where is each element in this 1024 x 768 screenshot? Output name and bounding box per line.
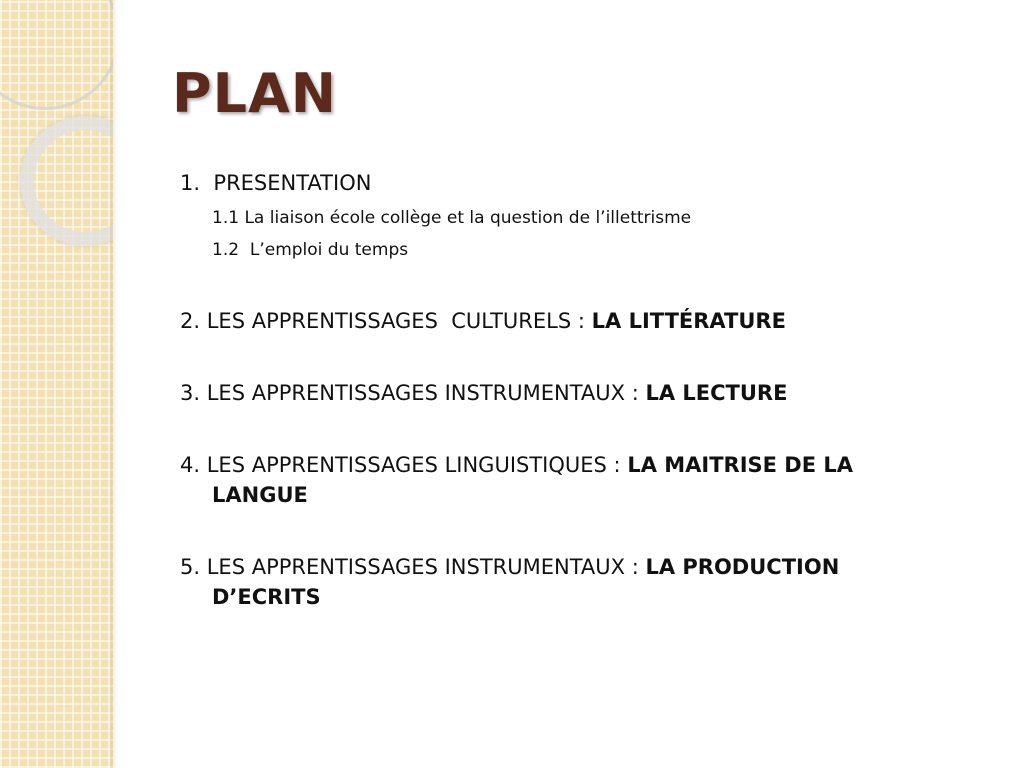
section-label: LES APPRENTISSAGES INSTRUMENTAUX : (206, 555, 646, 579)
section-emphasis: LA MAITRISE DE LA LANGUE (212, 453, 854, 507)
decorative-ring-middle (20, 116, 113, 246)
subitem-label: La liaison école collège et la question de l’illettrisme (244, 208, 692, 228)
plan-subitem-1-2 (180, 238, 920, 262)
decorative-ring-top (0, 0, 113, 110)
subitem-number: 1.2 (212, 240, 240, 260)
section-number: 3. (180, 381, 201, 405)
plan-section-2 (180, 306, 920, 336)
section-number: 5. (180, 555, 201, 579)
plan-section-5 (180, 552, 920, 612)
section-number: 2. (180, 309, 201, 333)
plan-content (180, 168, 920, 612)
section-label: LES APPRENTISSAGES CULTURELS : (206, 309, 592, 333)
section-label: PRESENTATION (213, 171, 372, 195)
plan-section-1 (180, 168, 920, 198)
section-emphasis: LA LECTURE (645, 381, 788, 405)
section-number: 4. (180, 453, 201, 477)
section-label: LES APPRENTISSAGES INSTRUMENTAUX : (206, 381, 646, 405)
plan-section-3 (180, 378, 920, 408)
decorative-sidebar (0, 0, 113, 768)
subitem-label: L’emploi du temps (249, 240, 409, 260)
section-emphasis: LA LITTÉRATURE (591, 309, 786, 333)
sidebar-edge-shadow (110, 0, 118, 768)
plan-subitem-1-1 (180, 206, 920, 230)
slide-title: PLAN (172, 62, 337, 125)
plan-section-4 (180, 450, 920, 510)
subitem-number: 1.1 (212, 208, 240, 228)
section-label: LES APPRENTISSAGES LINGUISTIQUES : (206, 453, 628, 477)
section-number: 1. (180, 171, 201, 195)
section-emphasis: LA PRODUCTION D’ECRITS (212, 555, 840, 609)
